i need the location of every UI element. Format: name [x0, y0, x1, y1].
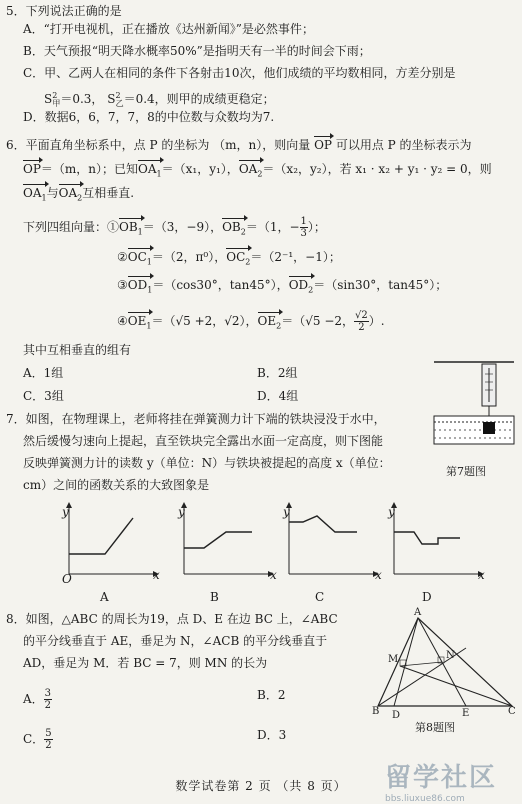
q5-stem: 5．下列说法正确的是 [6, 4, 122, 18]
q6-text-2b: ＝（x₁，y₁）， [161, 162, 239, 176]
vec-oa1-b [23, 186, 47, 205]
q6-option-c: C．3组 [23, 389, 64, 403]
vec-ob2 [222, 220, 246, 239]
sub-oe2: 2 [276, 321, 282, 331]
q7-line2: 然后缓慢匀速向上提起，直至铁块完全露出水面一定高度，则下图能 [23, 434, 384, 448]
q7-opt-b: B [210, 590, 219, 604]
q8-option-b: B．2 [257, 688, 286, 702]
q5-option-b: B．天气预报“明天降水概率50%”是指明天有一半的时间会下雨； [23, 44, 371, 58]
frac-a-top: 3 [44, 688, 52, 699]
sub-oc1: 1 [146, 257, 152, 267]
q7-graph-c [275, 504, 375, 584]
q5-option-d: D．数据6，6，7，7，8的中位数与众数均为7. [23, 110, 275, 124]
g2b: ＝（2⁻¹，−1）； [250, 250, 341, 264]
frac-one-third [300, 216, 308, 239]
q8-line1: 8．如图，△ABC 的周长为19，点 D、E 在边 BC 上，∠ABC [6, 612, 338, 626]
q5-option-a: A．“打开电视机，正在播放《达州新闻》”是必然事件； [23, 22, 314, 36]
sub-ob1: 1 [137, 227, 143, 237]
q7c-x: x [375, 568, 382, 582]
q7-opt-a: A [100, 590, 109, 604]
vec-oa2 [239, 162, 263, 181]
g3a: ＝（cos30°，tan45°）， [152, 278, 289, 292]
q7-line3: 反映弹簧测力计的读数 y（单位：N）与铁块被提起的高度 x（单位： [23, 456, 391, 470]
q7-opt-c: C [315, 590, 325, 604]
q6-group2 [117, 250, 341, 269]
pt-e: E [462, 708, 470, 719]
q6-line2 [23, 162, 492, 181]
q8-line2: 的平分线垂直于 AE，垂足为 N，∠ACB 的平分线垂直于 [23, 634, 328, 648]
vec-od2 [289, 278, 314, 297]
pt-m: M [388, 654, 399, 665]
figure-7-caption: 第7题图 [446, 465, 486, 478]
figure-7-spring-scale [430, 360, 516, 460]
pt-b: B [372, 706, 380, 717]
q7a-o: O [62, 572, 72, 586]
q7d-x: x [478, 568, 485, 582]
g2-num: ② [117, 250, 128, 264]
q6-group3 [117, 278, 447, 297]
frac-c-bot: 2 [45, 740, 52, 751]
q6-text-2a: ＝（m，n）；已知 [40, 162, 139, 176]
g4c: ）. [368, 314, 385, 328]
pt-n: N [446, 650, 455, 661]
q6-text-and: 与 [46, 186, 59, 200]
vec-oe1 [128, 314, 152, 333]
q5-option-c: C．甲、乙两人在相同的条件下各射击10次，他们成绩的平均数相同，方差分别是 [23, 66, 456, 80]
g4b: ＝（√5 −2， [281, 314, 355, 328]
q6-option-a: A．1组 [23, 366, 64, 380]
vec-oc2-name: OC [226, 250, 246, 264]
yi-sub: 乙 [115, 99, 124, 109]
frac-bot-2: 2 [358, 322, 365, 333]
vec-od1-name: OD [127, 278, 148, 292]
watermark-main: 留学社区 [385, 763, 498, 793]
pt-c: C [508, 706, 516, 717]
q6-line1 [6, 138, 472, 153]
g3b: ＝（sin30°，tan45°）； [313, 278, 448, 292]
g1a: ＝（3，−9）， [142, 220, 223, 234]
q6-option-d: D．4组 [257, 389, 299, 403]
q7-graph-b [170, 504, 270, 584]
q8-option-c [23, 728, 53, 751]
q7b-x: x [270, 568, 277, 582]
g4a: ＝（√5 +2，√2）， [151, 314, 258, 328]
vec-oa2-b [59, 186, 83, 205]
q8-option-a [23, 688, 52, 711]
vec-oe2-name: OE [257, 314, 277, 328]
variance-symbol: S [44, 92, 53, 106]
g4-num: ④ [117, 314, 128, 328]
q7c-y: y [283, 505, 290, 519]
vec-ob1-name: OB [119, 220, 138, 234]
pt-a: A [414, 607, 422, 618]
sub-od1: 1 [147, 285, 153, 295]
q6-text-1b: 可以用点 P 的坐标表示为 [335, 138, 472, 152]
frac-3-2 [44, 688, 52, 711]
vec-oa2-name: OA [238, 162, 258, 176]
g2a: ＝（2，π⁰）， [151, 250, 227, 264]
square-sup-2: 2 [115, 91, 121, 100]
vec-od1 [128, 278, 153, 297]
page-footer: 数学试卷第 2 页 （共 8 页） [175, 779, 347, 793]
frac-c-top: 5 [45, 728, 52, 739]
watermark-url: bbs.liuxue86.com [385, 794, 465, 804]
frac-a-bot: 2 [44, 700, 52, 711]
q8-a-label: A． [23, 692, 44, 706]
vec-oa1b-name: OA [23, 186, 42, 200]
vec-oa1 [138, 162, 162, 181]
q6-group4 [117, 310, 385, 333]
q7a-y: y [62, 505, 69, 519]
q6-option-b: B．2组 [257, 366, 298, 380]
q7a-x: x [153, 568, 160, 582]
q6-text-2c: ＝（x₂，y₂），若 x₁ · x₂ + y₁ · y₂ = 0，则 [262, 162, 492, 176]
vec-ob1 [119, 220, 143, 239]
q6-text-3: 互相垂直. [82, 186, 135, 200]
vec-oe2 [258, 314, 282, 333]
sub-2b: 2 [77, 193, 83, 203]
pt-d: D [392, 710, 401, 721]
vec-op: OP [314, 138, 333, 152]
frac-top: 1 [300, 216, 307, 227]
q6-text-4: 下列四组向量：① [23, 220, 120, 234]
q6-group1: 下列四组向量：$①OB_1=(3$，−9），$OB_2=(1$，− $\frac{1}{3}$ ）； [23, 216, 326, 239]
q7-opt-d: D [422, 590, 432, 604]
vec-oe1-name: OE [127, 314, 147, 328]
sub-ob2: 2 [240, 227, 246, 237]
frac-top-2: √2 [355, 310, 368, 321]
frac-bot: 3 [300, 228, 307, 239]
square-sup: 2 [52, 91, 58, 100]
sub-2: 2 [257, 169, 263, 179]
vec-oc2 [226, 250, 250, 269]
frac-5-2 [44, 728, 52, 751]
q8-line3: AD，垂足为 M．若 BC = 7，则 MN 的长为 [23, 656, 268, 670]
q8-c-label: C． [23, 732, 45, 746]
g1b: ＝（1，− [245, 220, 300, 234]
sub-oe1: 1 [146, 321, 152, 331]
variance-symbol-2: S [107, 92, 116, 106]
g3-num: ③ [117, 278, 128, 292]
vec-oc1 [128, 250, 152, 269]
vec-od2-name: OD [288, 278, 309, 292]
q6-line3 [23, 186, 134, 205]
vec-ob2-name: OB [222, 220, 241, 234]
vec-oa2b-name: OA [58, 186, 78, 200]
q7d-y: y [388, 505, 395, 519]
watermark-logo [385, 757, 497, 804]
vec-oa1-name: OA [138, 162, 157, 176]
q6-text-1: 6．平面直角坐标系中，点 P 的坐标为 （m，n），则向量 [6, 138, 311, 152]
var-yi: ＝0.4，则甲的成绩更稳定； [123, 92, 275, 106]
var-jia: ＝0.3， [60, 92, 104, 106]
vec-oc1-name: OC [127, 250, 147, 264]
sub-1: 1 [156, 169, 162, 179]
sub-od2: 2 [308, 285, 314, 295]
q7-line1: 7．如图，在物理课上，老师将挂在弹簧测力计下端的铁块浸没于水中， [6, 412, 386, 426]
vec-op-2: OP [23, 162, 41, 176]
sub-1b: 1 [41, 193, 47, 203]
q7-line4: cm）之间的函数关系的大致图象是 [23, 478, 210, 492]
q8-option-d: D．3 [257, 728, 287, 742]
q5-option-c-cont [44, 88, 275, 111]
figure-8-caption: 第8题图 [415, 721, 455, 734]
q6-ask: 其中互相垂直的组有 [23, 343, 132, 357]
jia-sub: 甲 [52, 99, 61, 109]
frac-sqrt2-2 [354, 310, 369, 333]
q7-graph-d [380, 504, 480, 584]
q7b-y: y [178, 505, 185, 519]
sub-oc2: 2 [245, 257, 251, 267]
